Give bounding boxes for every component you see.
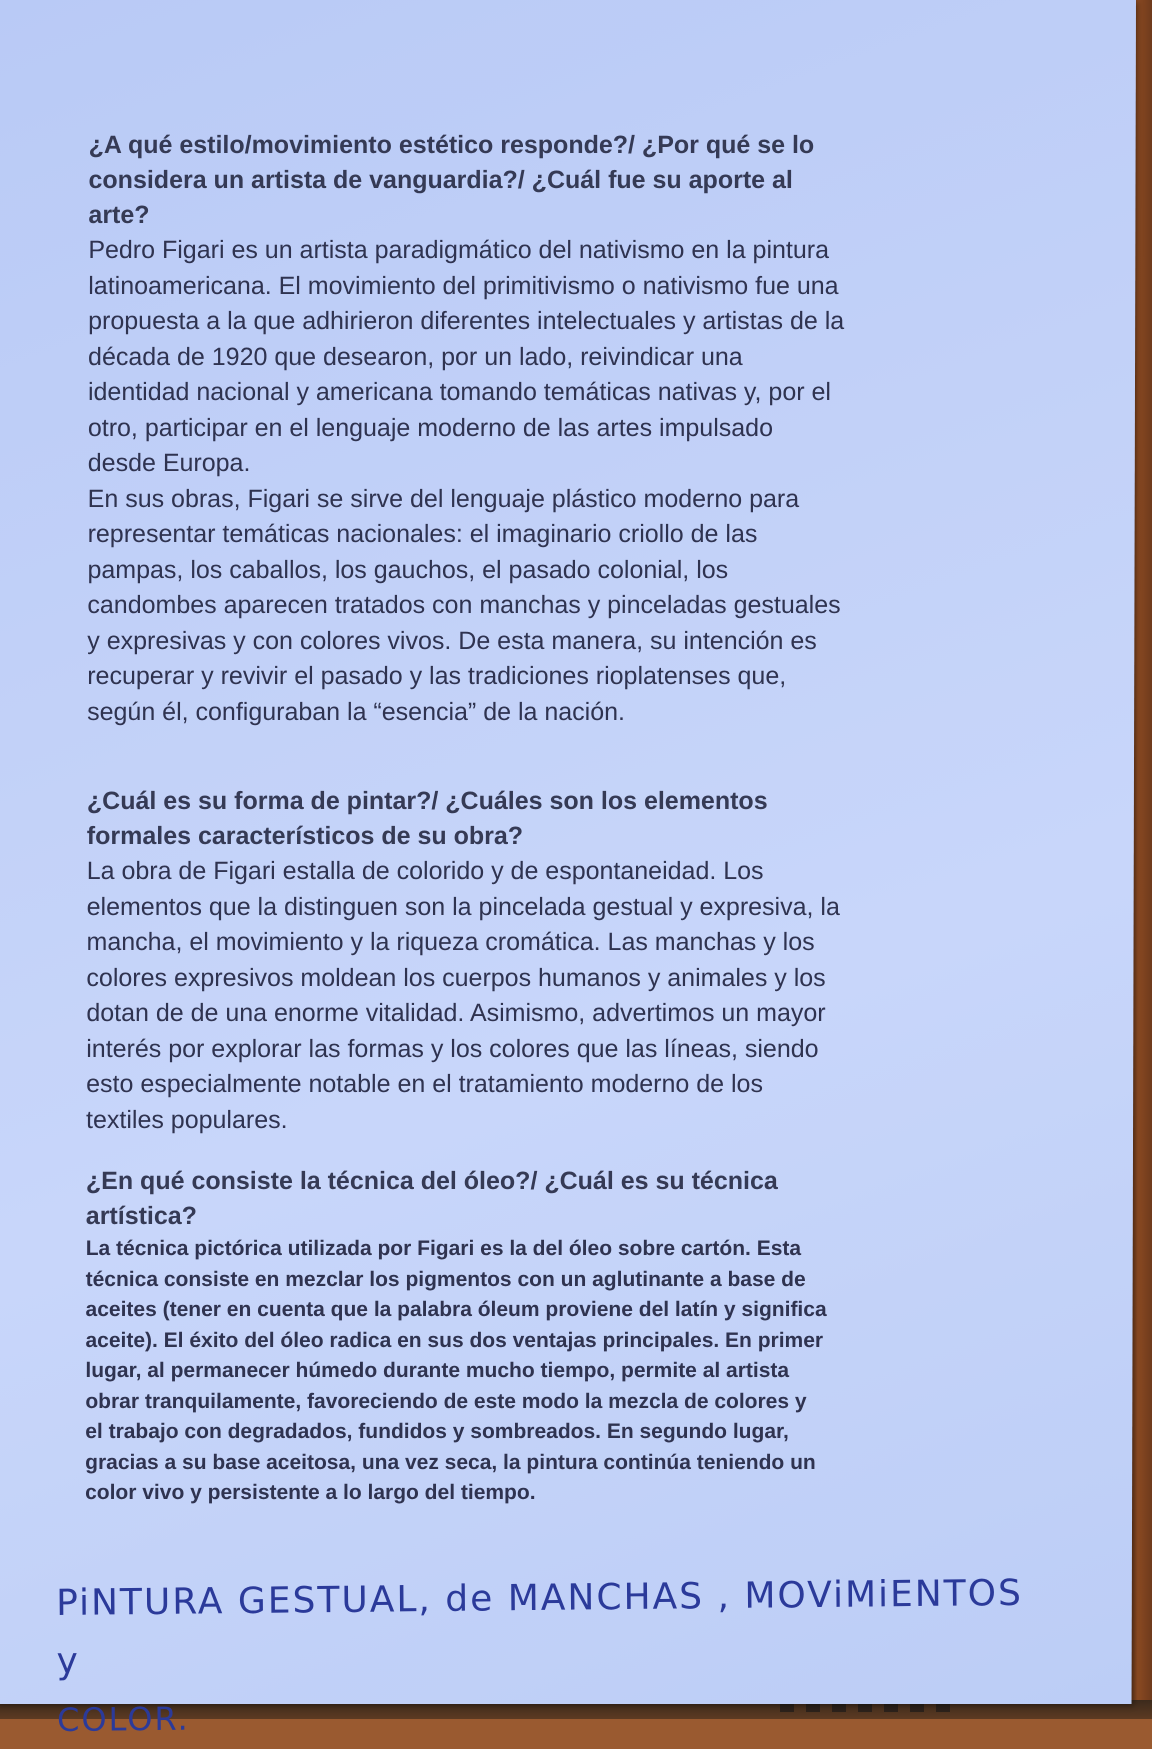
text-line: elementos que la distinguen son la pincelada gestual y expresiva, la bbox=[86, 892, 840, 921]
text-line: mancha, el movimiento y la riqueza cromática. Las manchas y los bbox=[86, 928, 815, 956]
text-line: color vivo y persistente a lo largo del tiempo. bbox=[85, 1481, 536, 1504]
question-line: formales característicos de su obra? bbox=[86, 822, 524, 850]
question-line: considera un artista de vanguardia?/ ¿Cuál fue su aporte al bbox=[88, 166, 793, 194]
question-line: ¿A qué estilo/movimiento estético responde?/ ¿Por qué se lo bbox=[88, 131, 815, 159]
answer-paragraph bbox=[88, 233, 989, 482]
text-line: aceites (tener en cuenta que la palabra óleum proviene del latín y significa bbox=[85, 1298, 827, 1321]
text-line: década de 1920 que desearon, por un lado, reivindicar una bbox=[88, 342, 743, 371]
text-line: En sus obras, Figari se sirve del lenguaje plástico moderno para bbox=[87, 484, 800, 513]
section-style-movement bbox=[87, 128, 989, 730]
section-painting-form bbox=[86, 784, 987, 1138]
document-body bbox=[85, 128, 989, 1509]
handwritten-note bbox=[56, 1565, 1057, 1749]
text-line: y expresivas y con colores vivos. De esta manera, su intención es bbox=[87, 626, 817, 655]
text-line: otro, participar en el lenguaje moderno de las artes impulsado bbox=[87, 413, 774, 442]
answer-paragraph bbox=[87, 482, 988, 731]
question-line: arte? bbox=[88, 201, 150, 229]
question-heading bbox=[87, 784, 987, 854]
text-line: aceite). El éxito del óleo radica en sus dos ventajas principales. En primer bbox=[85, 1328, 824, 1352]
text-line: propuesta a la que adhirieron diferentes intelectuales y artistas de la bbox=[88, 307, 845, 335]
text-line: lugar, al permanecer húmedo durante mucho tiempo, permite al artista bbox=[85, 1359, 790, 1382]
answer-paragraph bbox=[85, 1234, 986, 1509]
text-line: textiles populares. bbox=[86, 1105, 288, 1134]
text-line: dotan de de una enorme vitalidad. Asimismo, advertimos un mayor bbox=[86, 999, 826, 1027]
text-line: obrar tranquilamente, favoreciendo de este modo la mezcla de colores y bbox=[85, 1389, 807, 1413]
text-line: desde Europa. bbox=[87, 449, 251, 477]
text-line: según él, configuraban la “esencia” de la nación. bbox=[87, 697, 626, 726]
text-line: representar temáticas nacionales: el imaginario criollo de las bbox=[87, 520, 758, 548]
question-line: artística? bbox=[85, 1202, 198, 1230]
text-line: recuperar y revivir el pasado y las tradiciones rioplatenses que, bbox=[87, 662, 787, 690]
handwritten-line: COLOR. bbox=[56, 1699, 190, 1739]
question-line: ¿Cuál es su forma de pintar?/ ¿Cuáles son los elementos bbox=[86, 787, 768, 815]
text-line: interés por explorar las formas y los colores que las líneas, siendo bbox=[86, 1034, 819, 1063]
text-line: el trabajo con degradados, fundidos y sombreados. En segundo lugar, bbox=[85, 1420, 789, 1443]
text-line: colores expresivos moldean los cuerpos humanos y animales y los bbox=[86, 963, 826, 992]
question-heading bbox=[88, 128, 988, 233]
question-heading bbox=[86, 1164, 986, 1234]
text-line: La obra de Figari estalla de colorido y de espontaneidad. Los bbox=[86, 857, 764, 885]
text-line: Pedro Figari es un artista paradigmático del nativismo en la pintura bbox=[88, 236, 830, 264]
text-line: gracias a su base aceitosa, una vez seca, la pintura continúa teniendo un bbox=[85, 1450, 816, 1474]
text-line: identidad nacional y americana tomando temáticas nativas y, por el bbox=[87, 378, 832, 406]
answer-paragraph bbox=[86, 854, 987, 1138]
text-line: técnica consiste en mezclar los pigmentos con un aglutinante a base de bbox=[85, 1267, 806, 1291]
section-oil-technique bbox=[85, 1164, 986, 1509]
text-line: esto especialmente notable en el tratamiento moderno de los bbox=[86, 1070, 764, 1098]
text-line: candombes aparecen tratados con manchas y pinceladas gestuales bbox=[87, 591, 841, 619]
text-line: pampas, los caballos, los gauchos, el pasado colonial, los bbox=[87, 555, 729, 584]
handwritten-line: PiNTURA GESTUAL, de MANCHAS , MOViMiENTOS y bbox=[55, 1572, 1024, 1682]
question-line: ¿En qué consiste la técnica del óleo?/ ¿Cuál es su técnica bbox=[85, 1167, 778, 1195]
text-line: latinoamericana. El movimiento del primitivismo o nativismo fue una bbox=[88, 271, 839, 300]
text-line: La técnica pictórica utilizada por Figari es la del óleo sobre cartón. Esta bbox=[85, 1237, 802, 1260]
